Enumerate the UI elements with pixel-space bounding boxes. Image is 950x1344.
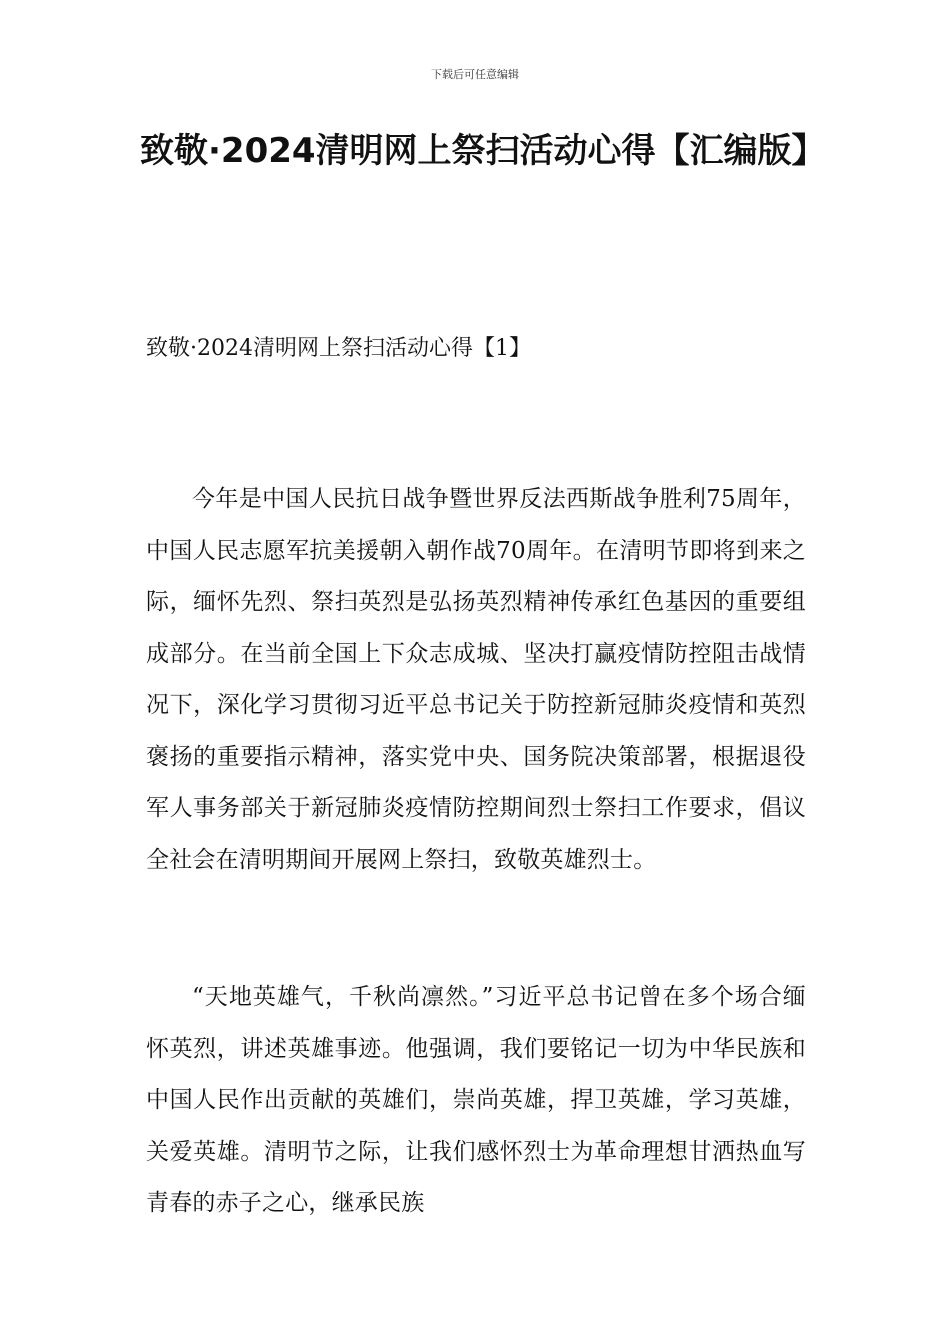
paragraph-text: 今年是中国人民抗日战争暨世界反法西斯战争胜利75周年，中国人民志愿军抗美援朝入朝作战70周年。在清明节即将到来之际，缅怀先烈、祭扫英烈是弘扬英烈精神传承红色基因的重要组成部分。在当前全国上下众志成城、坚决打赢疫情防控阻击战情况下，深化学习贯彻习近平总书记关于防控新冠肺炎疫情和英烈褒扬的重要指示精神，落实党中央、国务院决策部署，根据退役军人事务部关于新冠肺炎疫情防控期间烈士祭扫工作要求，倡议全社会在清明期间开展网上祭扫，致敬英雄烈士。: [146, 486, 806, 873]
paragraph-text: “天地英雄气，千秋尚凛然。”习近平总书记曾在多个场合缅怀英烈，讲述英雄事迹。他强调，我们要铭记一切为中华民族和中国人民作出贡献的英雄们，崇尚英雄，捍卫英雄，学习英雄，关爱英雄。清明节之际，让我们感怀烈士为革命理想甘洒热血写青春的赤子之心，继承民族: [146, 984, 806, 1216]
download-note: 下载后可任意编辑: [431, 68, 519, 81]
body-paragraph-1: [146, 474, 806, 886]
section-heading: 致敬·2024清明网上祭扫活动心得【1】: [146, 336, 531, 361]
body-paragraph-2: [146, 972, 806, 1230]
document-title: 致敬·2024清明网上祭扫活动心得【汇编版】: [140, 131, 826, 171]
